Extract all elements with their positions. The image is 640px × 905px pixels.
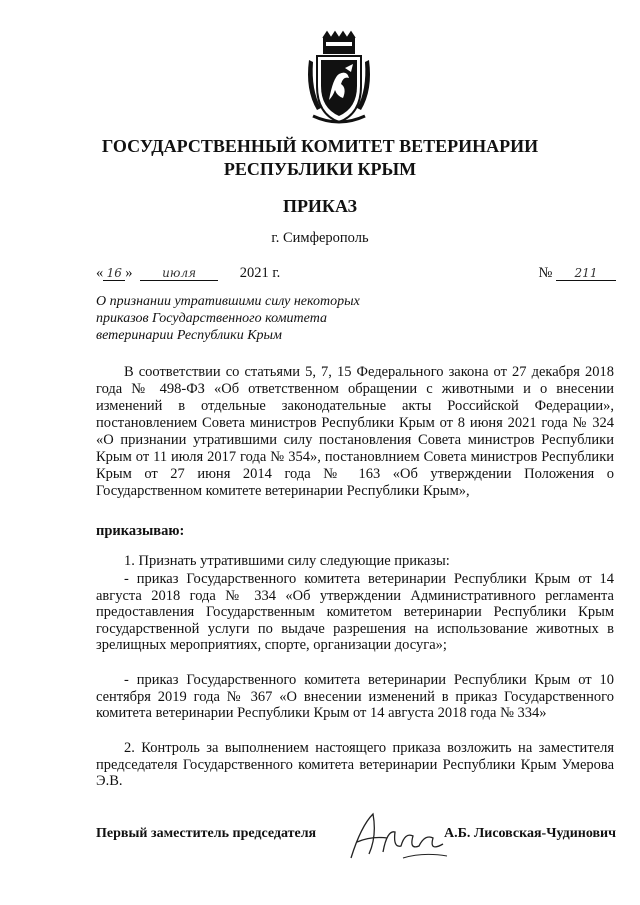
order-number <box>539 265 616 282</box>
order-item-1a: - приказ Государственного комитета ветеринарии Республики Крым от 14 августа 2018 года № 334 «Об утверждении Административного регламента предоставления Государственным комитетом ветеринарии Республики Крым государственной услуги по выдаче разрешения на использование животных в зрелищных мероприятиях, спорте, организации досуга»; <box>96 571 614 653</box>
order-item-1b: - приказ Государственного комитета ветеринарии Республики Крым от 10 сентября 2019 года № 367 «О внесении изменений в приказ Государственного комитета ветеринарии Республики Крым от 14 августа 2018 года № 334» <box>96 672 614 721</box>
document-type: ПРИКАЗ <box>282 196 358 216</box>
preamble-paragraph: В соответствии со статьями 5, 7, 15 Федерального закона от 27 декабря 2018 года № 498-ФЗ «Об ответственном обращении с животными и о внесении изменений в отдельные законодательные акты Российской Федерации», постановлением Совета министров Республики Крым от 8 июня 2021 года № 324 «О признании утратившими силу постановления Совета министров Республики Крым от 11 июля 2017 года № 354», постановлнием Совета министров Республики Крым от 27 июня 2014 года № 163 «Об утверждении Положения о Государственном комитете ветеринарии Республики Крым», <box>96 364 614 499</box>
date-close-quote: » <box>125 265 133 281</box>
order-number-prefix: № <box>538 265 553 281</box>
date-month: июля <box>140 266 218 281</box>
order-word: приказываю: <box>96 523 185 539</box>
handwritten-signature <box>343 806 453 866</box>
date-number-line <box>96 265 616 285</box>
order-number-value: 211 <box>556 266 616 281</box>
date-year: 2021 г. <box>239 265 281 281</box>
date-open-quote: « <box>96 265 104 281</box>
organization-name <box>0 135 640 181</box>
signatory-position: Первый заместитель председателя <box>96 826 317 841</box>
order-item-1: 1. Признать утратившими силу следующие приказы: <box>124 553 450 569</box>
crimea-coat-of-arms-icon <box>303 30 375 128</box>
organization-name-line-2: РЕСПУБЛИКИ КРЫМ <box>223 159 417 179</box>
order-item-2: 2. Контроль за выполнением настоящего приказа возложить на заместителя председателя Государственного комитета ветеринарии Республики Крым Умерова Э.В. <box>96 740 614 789</box>
signatory-name: А.Б. Лисовская-Чудинович <box>443 826 616 841</box>
date-day: 16 <box>103 266 125 281</box>
order-subject: О признании утратившими силу некоторых приказов Государственного комитета ветеринарии Республики Крым <box>96 294 360 343</box>
organization-name-line-1: ГОСУДАРСТВЕННЫЙ КОМИТЕТ ВЕТЕРИНАРИИ <box>101 136 539 156</box>
city: г. Симферополь <box>271 230 369 246</box>
